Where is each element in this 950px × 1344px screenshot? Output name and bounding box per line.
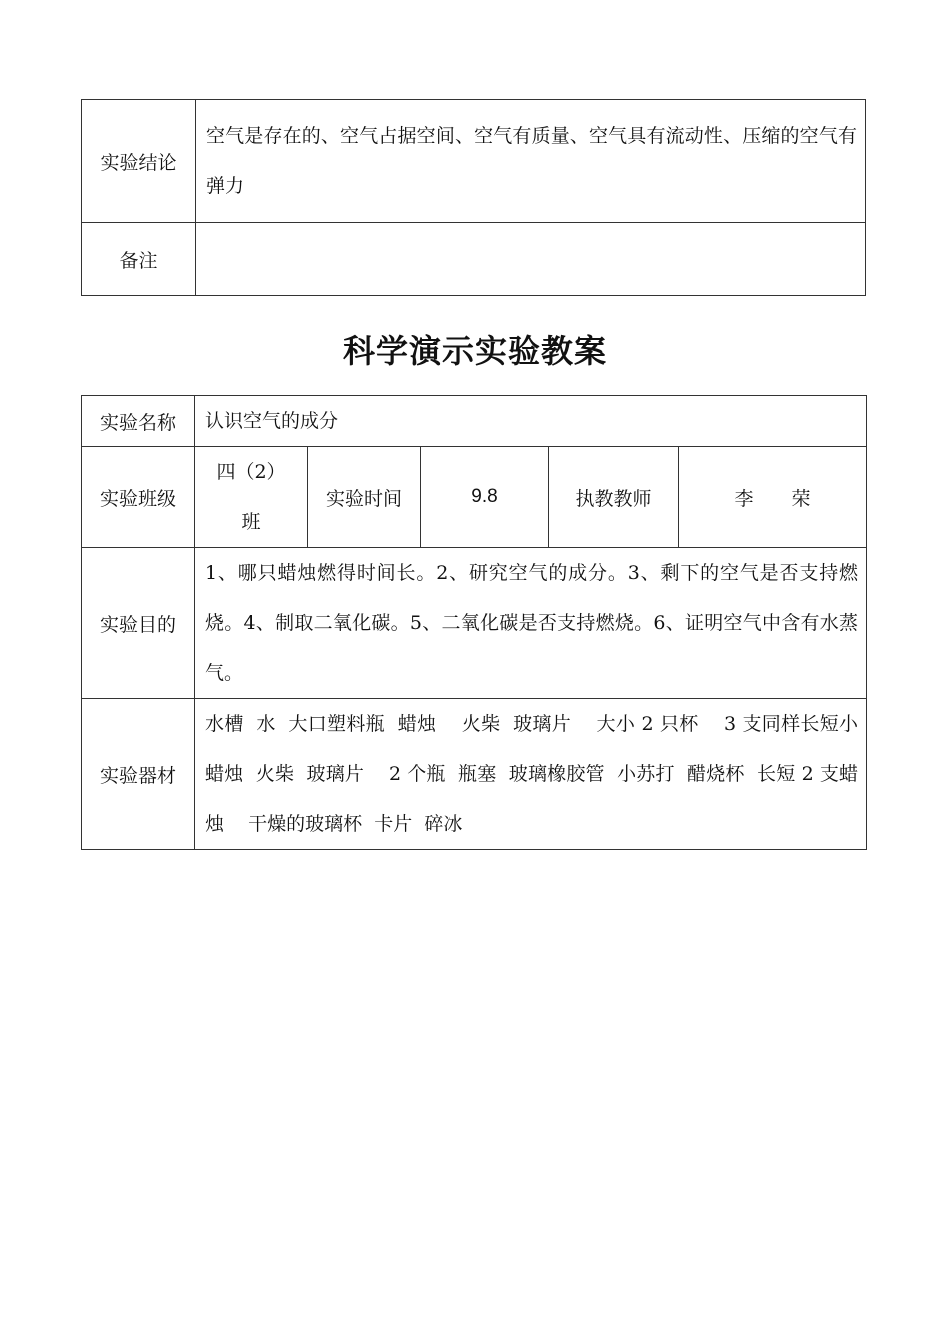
page-title: 科学演示实验教案 <box>342 332 607 370</box>
conclusion-label: 实验结论 <box>82 100 196 223</box>
teacher-value: 李 荣 <box>679 447 867 548</box>
class-label: 实验班级 <box>82 447 195 548</box>
time-label: 实验时间 <box>308 447 421 548</box>
name-value: 认识空气的成分 <box>195 396 867 447</box>
remarks-text <box>196 223 866 296</box>
class-value: 四（2）班 <box>195 447 308 548</box>
materials-text: 水槽 水 大口塑料瓶 蜡烛 火柴 玻璃片 大小 2 只杯 3 支同样长短小蜡烛 火柴 玻璃片 2 个瓶 瓶塞 玻璃橡胶管 小苏打 醋烧杯 长短 2 支蜡烛 干燥的玻璃杯 卡片 碎冰 <box>195 699 867 850</box>
remarks-label: 备注 <box>82 223 196 296</box>
time-value: 9.8 <box>421 447 549 548</box>
name-label: 实验名称 <box>82 396 195 447</box>
purpose-text: 1、哪只蜡烛燃得时间长。2、研究空气的成分。3、剩下的空气是否支持燃烧。4、制取二氧化碳。5、二氧化碳是否支持燃烧。6、证明空气中含有水蒸气。 <box>195 548 867 699</box>
materials-label: 实验器材 <box>82 699 195 850</box>
teacher-label: 执教教师 <box>549 447 679 548</box>
lesson-plan-table <box>81 395 867 850</box>
conclusion-table <box>81 99 866 296</box>
conclusion-text: 空气是存在的、空气占据空间、空气有质量、空气具有流动性、压缩的空气有弹力 <box>196 100 866 223</box>
purpose-label: 实验目的 <box>82 548 195 699</box>
